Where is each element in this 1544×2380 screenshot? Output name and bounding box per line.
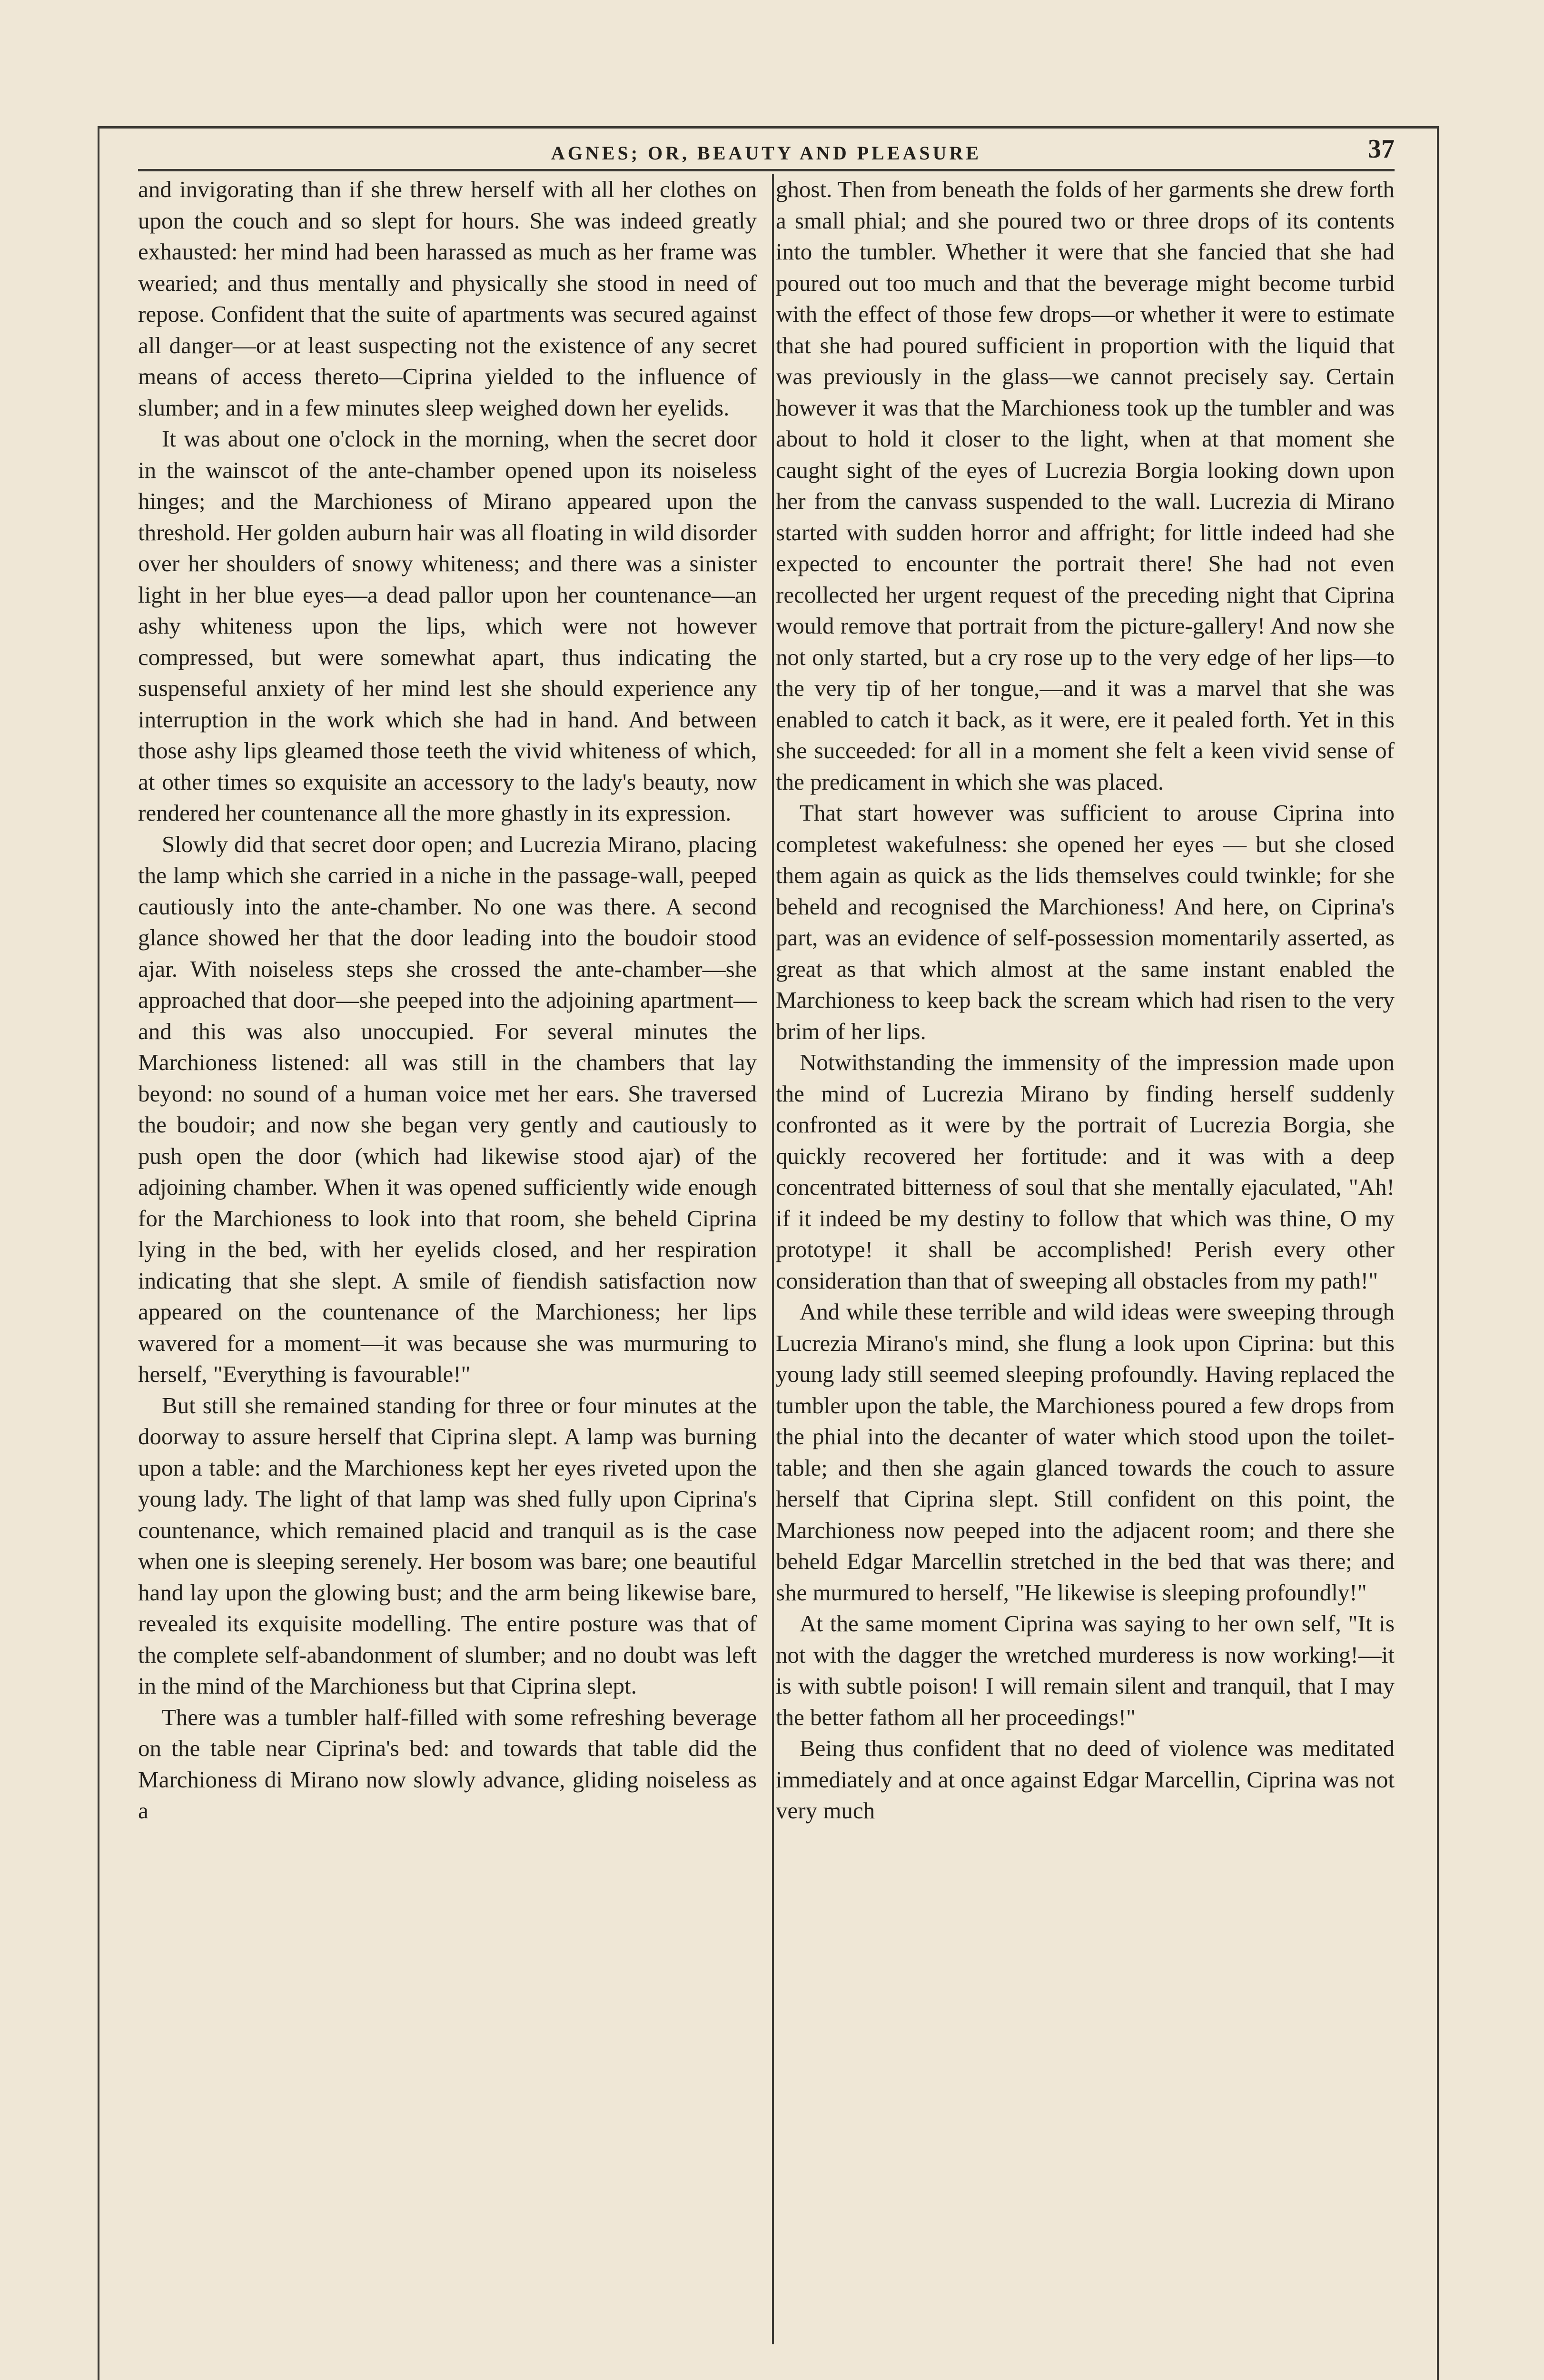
paragraph: It was about one o'clock in the morning, when the secret door in the wainscot of the ante-chamber opened upon its noiseless hinges; and the Marchioness of Mirano appeared upon the threshold. Her golden auburn hair was all floating in wild disorder over her shoulders of snowy whiteness; and there was a sinister light in her blue eyes—a dead pallor upon her countenance—an ashy whiteness upon the lips, which were not however compressed, but were somewhat apart, thus indicating the suspenseful anxiety of her mind lest she should experience any interruption in the work which she had in hand. And between those ashy lips gleamed those teeth the vivid whiteness of which, at other times so exquisite an accessory to the lady's beauty, now rendered her countenance all the more ghastly in its expression. bbox=[138, 426, 757, 826]
paragraph: But still she remained standing for three or four minutes at the doorway to assure herself that Ciprina slept. A lamp was burning upon a table: and the Marchioness kept her eyes riveted upon the young lady. The light of that lamp was shed fully upon Ciprina's countenance, which remained placid and tranquil as is the case when one is sleeping serenely. Her bosom was bare; one beautiful hand lay upon the glowing bust; and the arm being likewise bare, revealed its exquisite modelling. The entire posture was that of the complete self-abandonment of slumber; and no doubt was left in the mind of the Marchioness but that Ciprina slept. bbox=[138, 1392, 757, 1699]
paragraph: At the same moment Ciprina was saying to her own self, "It is not with the dagger the wretched murderess is now working!—it is with subtle poison! I will remain silent and tranquil, that I may the better fathom all her proceedings!" bbox=[776, 1610, 1395, 1730]
left-column bbox=[138, 174, 757, 2373]
text-columns bbox=[138, 174, 1395, 2373]
paragraph: Being thus confident that no deed of violence was meditated immediately and at once against Edgar Marcellin, Ciprina was not very much bbox=[776, 1735, 1395, 1824]
page-number: 37 bbox=[1368, 134, 1395, 164]
paragraph: Notwithstanding the immensity of the impression made upon the mind of Lucrezia Mirano by finding herself suddenly confronted as it were by the portrait of Lucrezia Borgia, she quickly recovered her fortitude: and it was with a deep concentrated bitterness of soul that she mentally ejaculated, "Ah! if it indeed be my destiny to follow that which was thine, O my prototype! it shall be accomplished! Perish every other consideration than that of sweeping all obstacles from my path!" bbox=[776, 1049, 1395, 1294]
header-rule bbox=[138, 169, 1395, 171]
paragraph: And while these terrible and wild ideas were sweeping through Lucrezia Mirano's mind, she flung a look upon Ciprina: but this young lady still seemed sleeping profoundly. Having replaced the tumbler upon the table, the Marchioness poured a few drops from the phial into the decanter of water which stood upon the toilet-table; and then she again glanced towards the couch to assure herself that Ciprina slept. Still confident on this point, the Marchioness now peeped into the adjacent room; and there she beheld Edgar Marcellin stretched in the bed that was there; and she murmured to herself, "He likewise is sleeping profoundly!" bbox=[776, 1299, 1395, 1606]
running-header bbox=[138, 112, 1395, 164]
right-column bbox=[776, 174, 1395, 2373]
column-divider bbox=[772, 174, 774, 2344]
running-title: AGNES; OR, BEAUTY AND PLEASURE bbox=[551, 142, 982, 164]
paragraph: There was a tumbler half-filled with some refreshing beverage on the table near Ciprina's bed: and towards that table did the Marchioness di Mirano now slowly advance, gliding noiseless as a bbox=[138, 1704, 757, 1824]
paragraph: Slowly did that secret door open; and Lucrezia Mirano, placing the lamp which she carried in a niche in the passage-wall, peeped cautiously into the ante-chamber. No one was there. A second glance showed her that the door leading into the boudoir stood ajar. With noiseless steps she crossed the ante-chamber—she approached that door—she peeped into the adjoining apartment—and this was also unoccupied. For several minutes the Marchioness listened: all was still in the chambers that lay beyond: no sound of a human voice met her ears. She traversed the boudoir; and now she began very gently and cautiously to push open the door (which had likewise stood ajar) of the adjoining chamber. When it was opened sufficiently wide enough for the Marchioness to look into that room, she beheld Ciprina lying in the bed, with her eyelids closed, and her respiration indicating that she slept. A smile of fiendish satisfaction now appeared on the countenance of the Marchioness; her lips wavered for a moment—it was because she was murmuring to herself, "Everything is favourable!" bbox=[138, 831, 757, 1387]
paragraph: That start however was sufficient to arouse Ciprina into completest wakefulness: she opened her eyes — but she closed them again as quick as the lids themselves could twinkle; for she beheld and recognised the Marchioness! And here, on Ciprina's part, was an evidence of self-possession momentarily asserted, as great as that which almost at the same instant enabled the Marchioness to keep back the scream which had risen to the very brim of her lips. bbox=[776, 800, 1395, 1044]
paragraph: ghost. Then from beneath the folds of her garments she drew forth a small phial; and she poured two or three drops of its contents into the tumbler. Whether it were that she fancied that she had poured out too much and that the beverage might become turbid with the effect of those few drops—or whether it were to estimate that she had poured sufficient in proportion with the liquid that was previously in the glass—we cannot precisely say. Certain however it was that the Marchioness took up the tumbler and was about to hold it closer to the light, when at that moment she caught sight of the eyes of Lucrezia Borgia looking down upon her from the canvass suspended to the wall. Lucrezia di Mirano started with sudden horror and affright; for little indeed had she expected to encounter the portrait there! She had not even recollected her urgent request of the preceding night that Ciprina would remove that portrait from the picture-gallery! And now she not only started, but a cry rose up to the very edge of her lips—to the very tip of her tongue,—and it was a marvel that she was enabled to catch it back, as it were, ere it pealed forth. Yet in this she succeeded: for all in a moment she felt a keen vivid sense of the predicament in which she was placed. bbox=[776, 176, 1395, 795]
paragraph: and invigorating than if she threw herself with all her clothes on upon the couch and so slept for hours. She was indeed greatly exhausted: her mind had been harassed as much as her frame was wearied; and thus mentally and physically she stood in need of repose. Confident that the suite of apartments was secured against all danger—or at least suspecting not the existence of any secret means of access thereto—Ciprina yielded to the influence of slumber; and in a few minutes sleep weighed down her eyelids. bbox=[138, 176, 757, 421]
